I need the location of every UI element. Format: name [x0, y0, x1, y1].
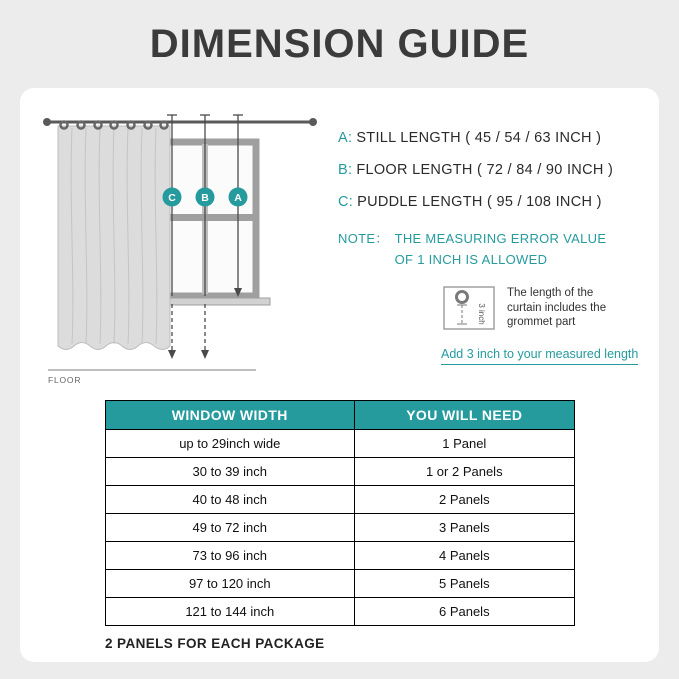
table-row [106, 430, 575, 458]
length-info-panel [338, 130, 646, 365]
cell-window-width: 121 to 144 inch [106, 598, 355, 626]
grommet-measure-label: 3 inch [477, 303, 486, 325]
puddle-length-line [338, 194, 646, 210]
header-you-will-need: YOU WILL NEED [354, 401, 574, 430]
content-card [20, 88, 659, 662]
grommet-description: The length of the curtain includes the grommet part [507, 287, 607, 328]
page-title: DIMENSION GUIDE [149, 22, 530, 66]
cell-window-width: 30 to 39 inch [106, 458, 355, 486]
note-label: NOTE： [338, 231, 389, 246]
floor-length-line [338, 162, 646, 178]
tip-line [441, 345, 646, 365]
cell-panels-needed: 2 Panels [354, 486, 574, 514]
still-length-letter: A: [338, 130, 353, 146]
curtain-diagram [36, 100, 328, 396]
badge-b [196, 188, 215, 207]
still-length-text: STILL LENGTH ( 45 / 54 / 63 INCH ) [356, 130, 602, 146]
table-row [106, 542, 575, 570]
floor-length-letter: B: [338, 162, 353, 178]
cell-panels-needed: 4 Panels [354, 542, 574, 570]
cell-panels-needed: 1 Panel [354, 430, 574, 458]
badge-a [229, 188, 248, 207]
puddle-length-letter: C: [338, 194, 354, 210]
badge-c [163, 188, 182, 207]
measure-arrow-b [201, 350, 209, 359]
svg-text:C: C [168, 191, 176, 204]
svg-text:A: A [234, 191, 242, 204]
note-line-2: OF 1 INCH IS ALLOWED [394, 252, 548, 267]
note-text [395, 228, 607, 270]
curtain-panel [58, 122, 170, 350]
table-row [106, 486, 575, 514]
cell-window-width: 49 to 72 inch [106, 514, 355, 542]
package-note: 2 PANELS FOR EACH PACKAGE [105, 636, 325, 651]
cell-window-width: 40 to 48 inch [106, 486, 355, 514]
svg-text:B: B [201, 191, 209, 204]
panels-table [105, 400, 575, 626]
cell-panels-needed: 5 Panels [354, 570, 574, 598]
measure-arrow-c [168, 350, 176, 359]
add-3-inch-tip: Add 3 inch to your measured length [441, 347, 638, 365]
table-row [106, 514, 575, 542]
puddle-length-text: PUDDLE LENGTH ( 95 / 108 INCH ) [357, 194, 602, 210]
table-row [106, 598, 575, 626]
floor-label: FLOOR [48, 375, 82, 385]
note-line-1: THE MEASURING ERROR VALUE [394, 231, 607, 246]
panels-table-wrap [105, 400, 575, 626]
cell-panels-needed: 1 or 2 Panels [354, 458, 574, 486]
cell-window-width: 73 to 96 inch [106, 542, 355, 570]
still-length-line [338, 130, 646, 146]
cell-window-width: 97 to 120 inch [106, 570, 355, 598]
table-header-row [106, 401, 575, 430]
measuring-note [338, 228, 646, 270]
grommet-measure-icon [443, 286, 495, 335]
cell-panels-needed: 3 Panels [354, 514, 574, 542]
grommet-info-row [443, 286, 646, 335]
header-window-width: WINDOW WIDTH [106, 401, 355, 430]
table-row [106, 570, 575, 598]
floor-length-text: FLOOR LENGTH ( 72 / 84 / 90 INCH ) [356, 162, 614, 178]
table-row [106, 458, 575, 486]
cell-panels-needed: 6 Panels [354, 598, 574, 626]
cell-window-width: up to 29inch wide [106, 430, 355, 458]
